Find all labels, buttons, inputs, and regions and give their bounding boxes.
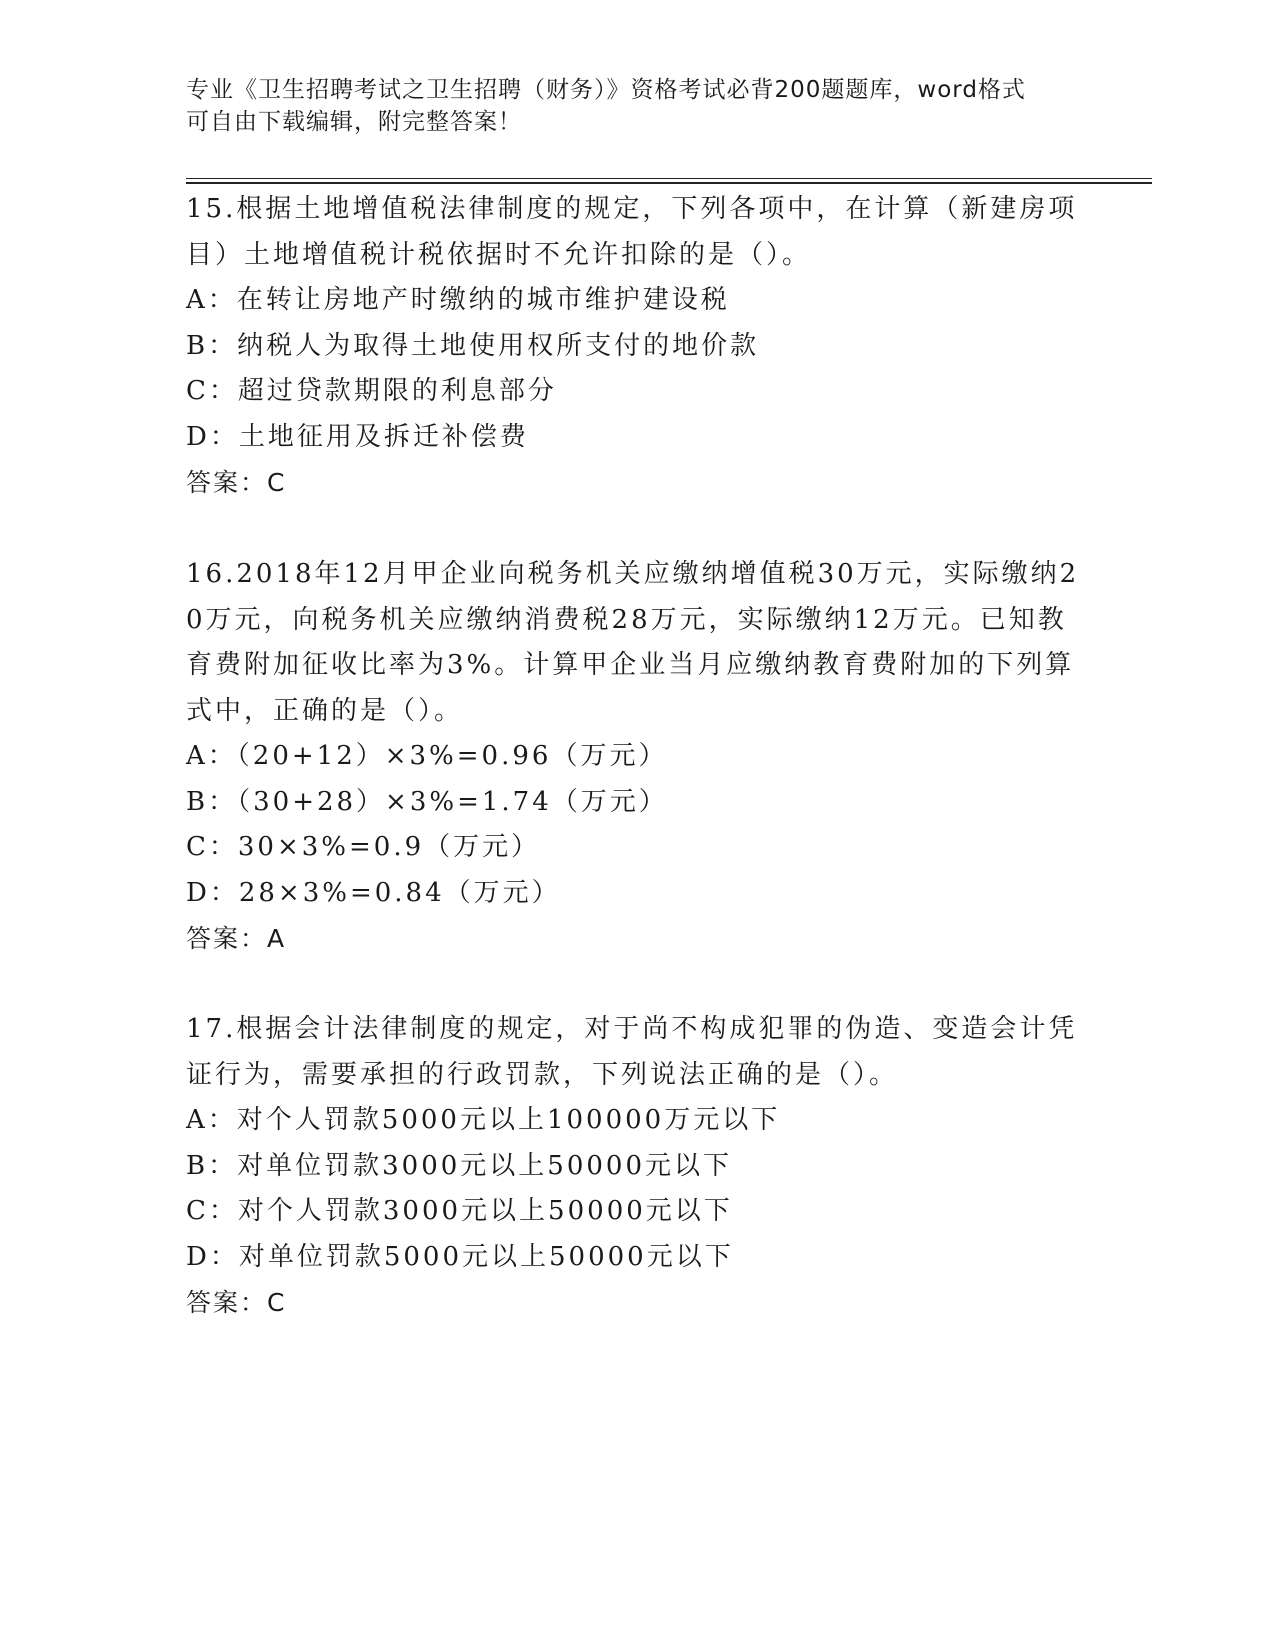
option-b: B：（30+28）×3%=1.74（万元） bbox=[186, 786, 668, 817]
option-c: C：超过贷款期限的利息部分 bbox=[186, 376, 557, 406]
header-line-2: 可自由下载编辑，附完整答案！ bbox=[186, 109, 522, 135]
document-header bbox=[186, 74, 1066, 138]
option-c: C：30×3%=0.9（万元） bbox=[186, 832, 541, 862]
option-a: A：（20+12）×3%=0.96（万元） bbox=[186, 741, 668, 771]
question-stem: 16.2018年12月甲企业向税务机关应缴纳增值税30万元，实际缴纳20万元，向税务机关应缴纳消费税28万元，实际缴纳12万元。已知教育费附加征收比率为3%。计算甲企业当月应缴纳教育费附加的下列算式中，正确的是（）。 bbox=[186, 559, 1080, 726]
question-17 bbox=[186, 1007, 1086, 1326]
option-a: A：对个人罚款5000元以上100000万元以下 bbox=[186, 1105, 781, 1135]
option-d: D：对单位罚款5000元以上50000元以下 bbox=[186, 1241, 734, 1272]
option-d: D：土地征用及拆迁补偿费 bbox=[186, 421, 529, 452]
answer: 答案：A bbox=[186, 924, 287, 953]
question-16 bbox=[186, 552, 1086, 962]
question-stem: 17.根据会计法律制度的规定，对于尚不构成犯罪的伪造、变造会计凭证行为，需要承担的行政罚款，下列说法正确的是（）。 bbox=[186, 1014, 1078, 1090]
answer: 答案：C bbox=[186, 1288, 287, 1317]
header-line-1: 专业《卫生招聘考试之卫生招聘（财务）》资格考试必背200题题库，word格式 bbox=[186, 77, 1026, 103]
option-d: D：28×3%=0.84（万元） bbox=[186, 877, 561, 908]
question-stem: 15.根据土地增值税法律制度的规定，下列各项中，在计算（新建房项目）土地增值税计税依据时不允许扣除的是（）。 bbox=[186, 194, 1078, 270]
option-b: B：纳税人为取得土地使用权所支付的地价款 bbox=[186, 330, 760, 361]
header-divider-thick bbox=[186, 182, 1152, 184]
option-a: A：在转让房地产时缴纳的城市维护建设税 bbox=[186, 285, 730, 315]
option-c: C：对个人罚款3000元以上50000元以下 bbox=[186, 1196, 733, 1226]
header-divider-thin bbox=[186, 178, 1152, 179]
question-15 bbox=[186, 187, 1086, 506]
answer: 答案：C bbox=[186, 468, 287, 497]
option-b: B：对单位罚款3000元以上50000元以下 bbox=[186, 1150, 732, 1181]
